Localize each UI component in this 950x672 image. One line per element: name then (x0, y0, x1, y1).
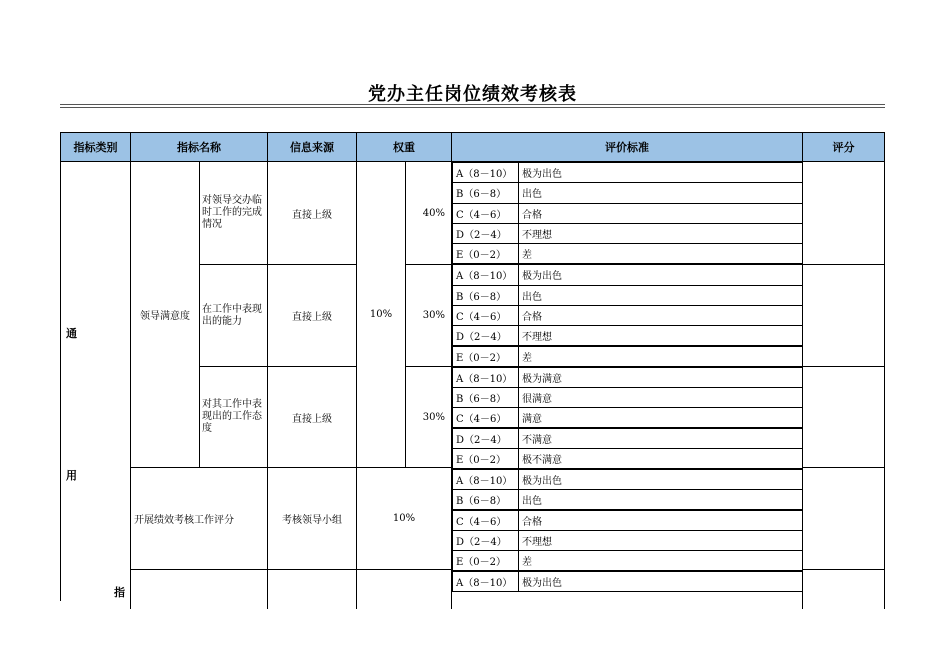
score-cell[interactable] (802, 569, 885, 609)
header-category: 指标类别 (60, 132, 131, 162)
header-name: 指标名称 (130, 132, 268, 162)
indicator-name: 开展绩效考核工作评分 (130, 467, 268, 570)
grade-level: C（4－6） (452, 510, 519, 531)
grade-description: 合格 (518, 510, 803, 531)
header-standard: 评价标准 (451, 132, 803, 162)
indicator-name: 对领导交办临时工作的完成情况 (199, 161, 268, 265)
indicator-name (130, 569, 268, 609)
indicator-weight (356, 569, 452, 609)
grade-level: D（2－4） (452, 530, 519, 551)
indicator-weight: 10% (356, 467, 452, 570)
indicator-weight: 40% (405, 161, 452, 265)
group-name: 领导满意度 (130, 161, 200, 468)
header-weight: 权重 (356, 132, 452, 162)
grade-level: A（8－10） (452, 469, 519, 490)
grade-level: E（0－2） (452, 550, 519, 571)
grade-description: 很满意 (518, 387, 803, 408)
grade-level: C（4－6） (452, 407, 519, 428)
grade-description: 合格 (518, 305, 803, 326)
grade-description: 不理想 (518, 223, 803, 244)
grade-level: E（0－2） (452, 448, 519, 469)
header-source: 信息来源 (267, 132, 357, 162)
header-score: 评分 (802, 132, 885, 162)
grade-description: 差 (518, 346, 803, 367)
grade-level: A（8－10） (452, 367, 519, 388)
grade-description: 差 (518, 243, 803, 264)
grade-description: 出色 (518, 489, 803, 510)
indicator-name: 对其工作中表现出的工作态度 (199, 366, 268, 468)
grade-level: D（2－4） (452, 325, 519, 346)
grade-description: 极为满意 (518, 367, 803, 388)
page-title: 党办主任岗位绩效考核表 (368, 84, 577, 105)
info-source: 考核领导小组 (267, 467, 357, 570)
grade-description: 不理想 (518, 325, 803, 346)
grade-description: 合格 (518, 203, 803, 224)
info-source: 直接上级 (267, 366, 357, 468)
group-weight: 10% (356, 161, 406, 468)
score-cell[interactable] (802, 161, 885, 265)
grade-level: C（4－6） (452, 305, 519, 326)
category-char-1: 通 (66, 327, 77, 340)
grade-level: D（2－4） (452, 428, 519, 449)
grade-description: 极为出色 (518, 571, 803, 592)
grade-level: B（6－8） (452, 387, 519, 408)
score-cell[interactable] (802, 264, 885, 367)
grade-description: 满意 (518, 407, 803, 428)
grade-description: 差 (518, 550, 803, 571)
info-source (267, 569, 357, 609)
grade-description: 极不满意 (518, 448, 803, 469)
grade-description: 不理想 (518, 530, 803, 551)
category-cell (60, 161, 131, 601)
grade-level: A（8－10） (452, 571, 519, 592)
grade-description: 极为出色 (518, 162, 803, 183)
grade-description: 极为出色 (518, 264, 803, 285)
indicator-weight: 30% (405, 264, 452, 367)
grade-description: 出色 (518, 182, 803, 203)
grade-level: B（6－8） (452, 489, 519, 510)
grade-description: 不满意 (518, 428, 803, 449)
category-char-2: 用 (66, 469, 77, 482)
score-cell[interactable] (802, 366, 885, 468)
title-underline (60, 104, 885, 105)
info-source: 直接上级 (267, 264, 357, 367)
grade-description: 出色 (518, 285, 803, 306)
indicator-weight: 30% (405, 366, 452, 468)
grade-level: E（0－2） (452, 243, 519, 264)
grade-level: B（6－8） (452, 182, 519, 203)
info-source: 直接上级 (267, 161, 357, 265)
grade-description: 极为出色 (518, 469, 803, 490)
grade-level: A（8－10） (452, 162, 519, 183)
grade-level: E（0－2） (452, 346, 519, 367)
grade-level: C（4－6） (452, 203, 519, 224)
score-cell[interactable] (802, 467, 885, 570)
grade-level: A（8－10） (452, 264, 519, 285)
grade-level: D（2－4） (452, 223, 519, 244)
category-char-3: 指 (114, 586, 125, 599)
title-underline-2 (60, 107, 885, 108)
grade-level: B（6－8） (452, 285, 519, 306)
indicator-name: 在工作中表现出的能力 (199, 264, 268, 367)
